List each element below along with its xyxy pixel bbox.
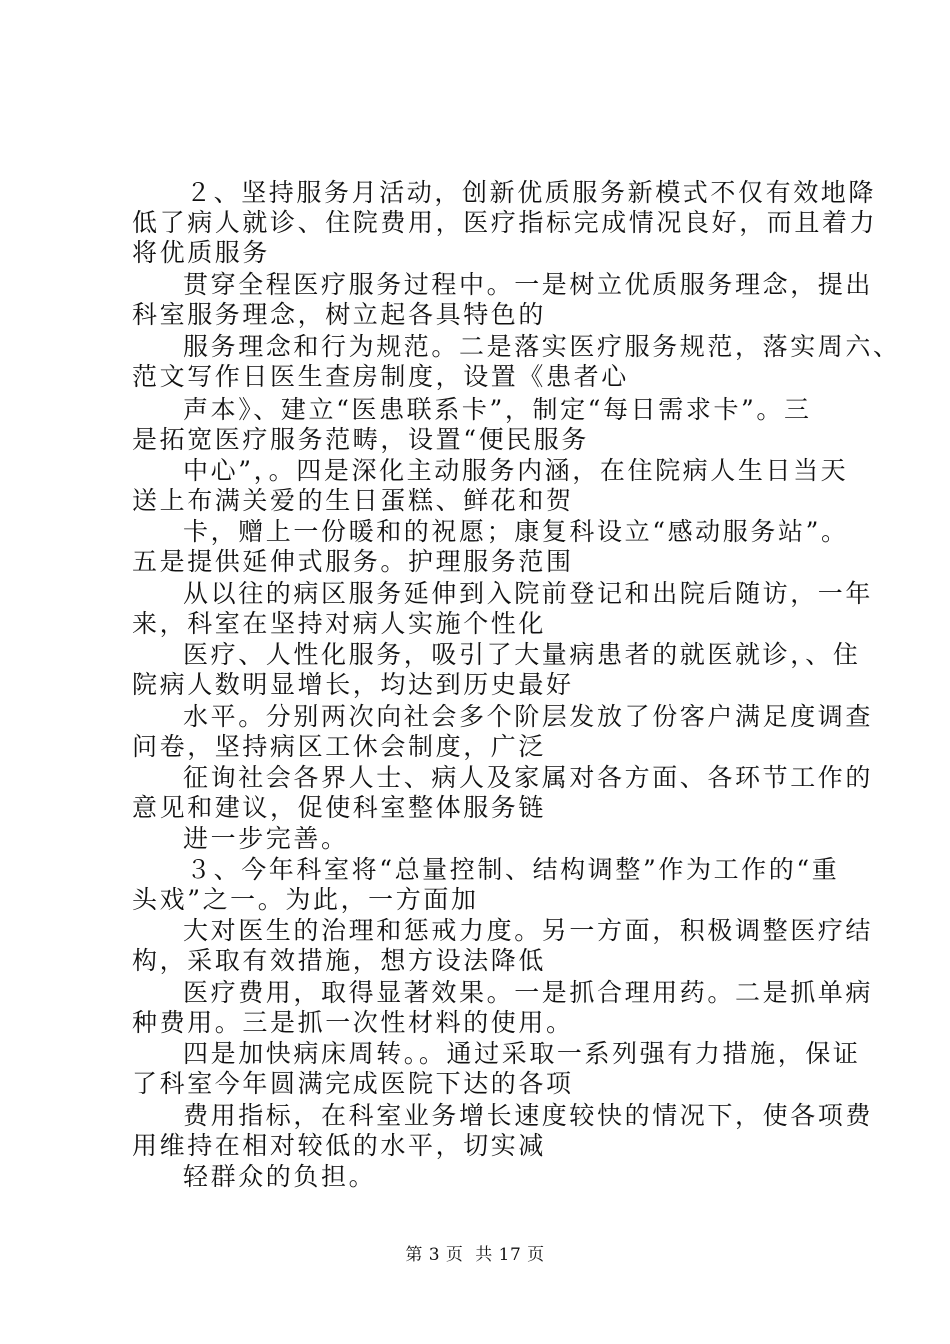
text-line: 问卷，坚持病区工休会制度，广泛 — [132, 732, 547, 761]
text-line: 是拓宽医疗服务范畴，设置“便民服务 — [132, 425, 589, 454]
text-line: 征询社会各界人士、病人及家属对各方面、各环节工作的 — [183, 763, 874, 792]
text-line: 费用指标，在科室业务增长速度较快的情况下，使各项费 — [183, 1101, 874, 1130]
text-line: 了科室今年圆满完成医院下达的各项 — [132, 1069, 574, 1098]
text-line: 贯穿全程医疗服务过程中。一是树立优质服务理念，提出 — [183, 270, 874, 299]
text-line: 医疗、人性化服务，吸引了大量病患者的就医就诊，、住 — [183, 640, 861, 669]
text-line: 水平。分别两次向社会多个阶层发放了份客户满足度调查 — [183, 702, 874, 731]
text-line: 卡，赠上一份暖和的祝愿；康复科设立“感动服务站”。 — [183, 517, 849, 546]
text-line: 将优质服务 — [132, 238, 271, 267]
text-line: 轻群众的负担。 — [183, 1162, 377, 1191]
text-line: 范文写作日医生查房制度，设置《患者心 — [132, 362, 629, 391]
text-line: ３、今年科室将“总量控制、结构调整”作为工作的“重 — [186, 855, 840, 884]
text-line: 从以往的病区服务延伸到入院前登记和出院后随访，一年 — [183, 579, 874, 608]
text-line: 中心”，。四是深化主动服务内涵，在住院病人生日当天 — [183, 456, 849, 485]
text-line: 医疗费用，取得显著效果。一是抓合理用药。二是抓单病 — [183, 978, 874, 1007]
page-footer: 第 3 页 共 17 页 — [405, 1245, 545, 1265]
text-line: 构，采取有效措施，想方设法降低 — [132, 946, 547, 975]
text-line: 意见和建议，促使科室整体服务链 — [132, 793, 547, 822]
text-line: 用维持在相对较低的水平，切实减 — [132, 1131, 547, 1160]
text-line: 送上布满关爱的生日蛋糕、鲜花和贺 — [132, 486, 574, 515]
text-line: 头戏”之一。为此，一方面加 — [132, 885, 479, 914]
text-line: 院病人数明显增长，均达到历史最好 — [132, 670, 574, 699]
text-line: 来，科室在坚持对病人实施个性化 — [132, 609, 547, 638]
text-line: 大对医生的治理和惩戒力度。另一方面，积极调整医疗结 — [183, 916, 874, 945]
text-line: 科室服务理念，树立起各具特色的 — [132, 300, 547, 329]
text-line: 服务理念和行为规范。二是落实医疗服务规范，落实周六、 — [183, 332, 901, 361]
text-line: 五是提供延伸式服务。护理服务范围 — [132, 547, 574, 576]
text-line: ２、坚持服务月活动，创新优质服务新模式不仅有效地降 — [186, 178, 877, 207]
text-line: 低了病人就诊、住院费用，医疗指标完成情况良好，而且着力 — [132, 208, 878, 237]
text-line: 四是加快病床周转。。通过采取一系列强有力措施，保证 — [183, 1039, 861, 1068]
text-line: 种费用。三是抓一次性材料的使用。 — [132, 1008, 574, 1037]
text-line: 进一步完善。 — [183, 824, 349, 853]
text-line: 声本》、建立“医患联系卡”，制定“每日需求卡”。三 — [183, 395, 812, 424]
